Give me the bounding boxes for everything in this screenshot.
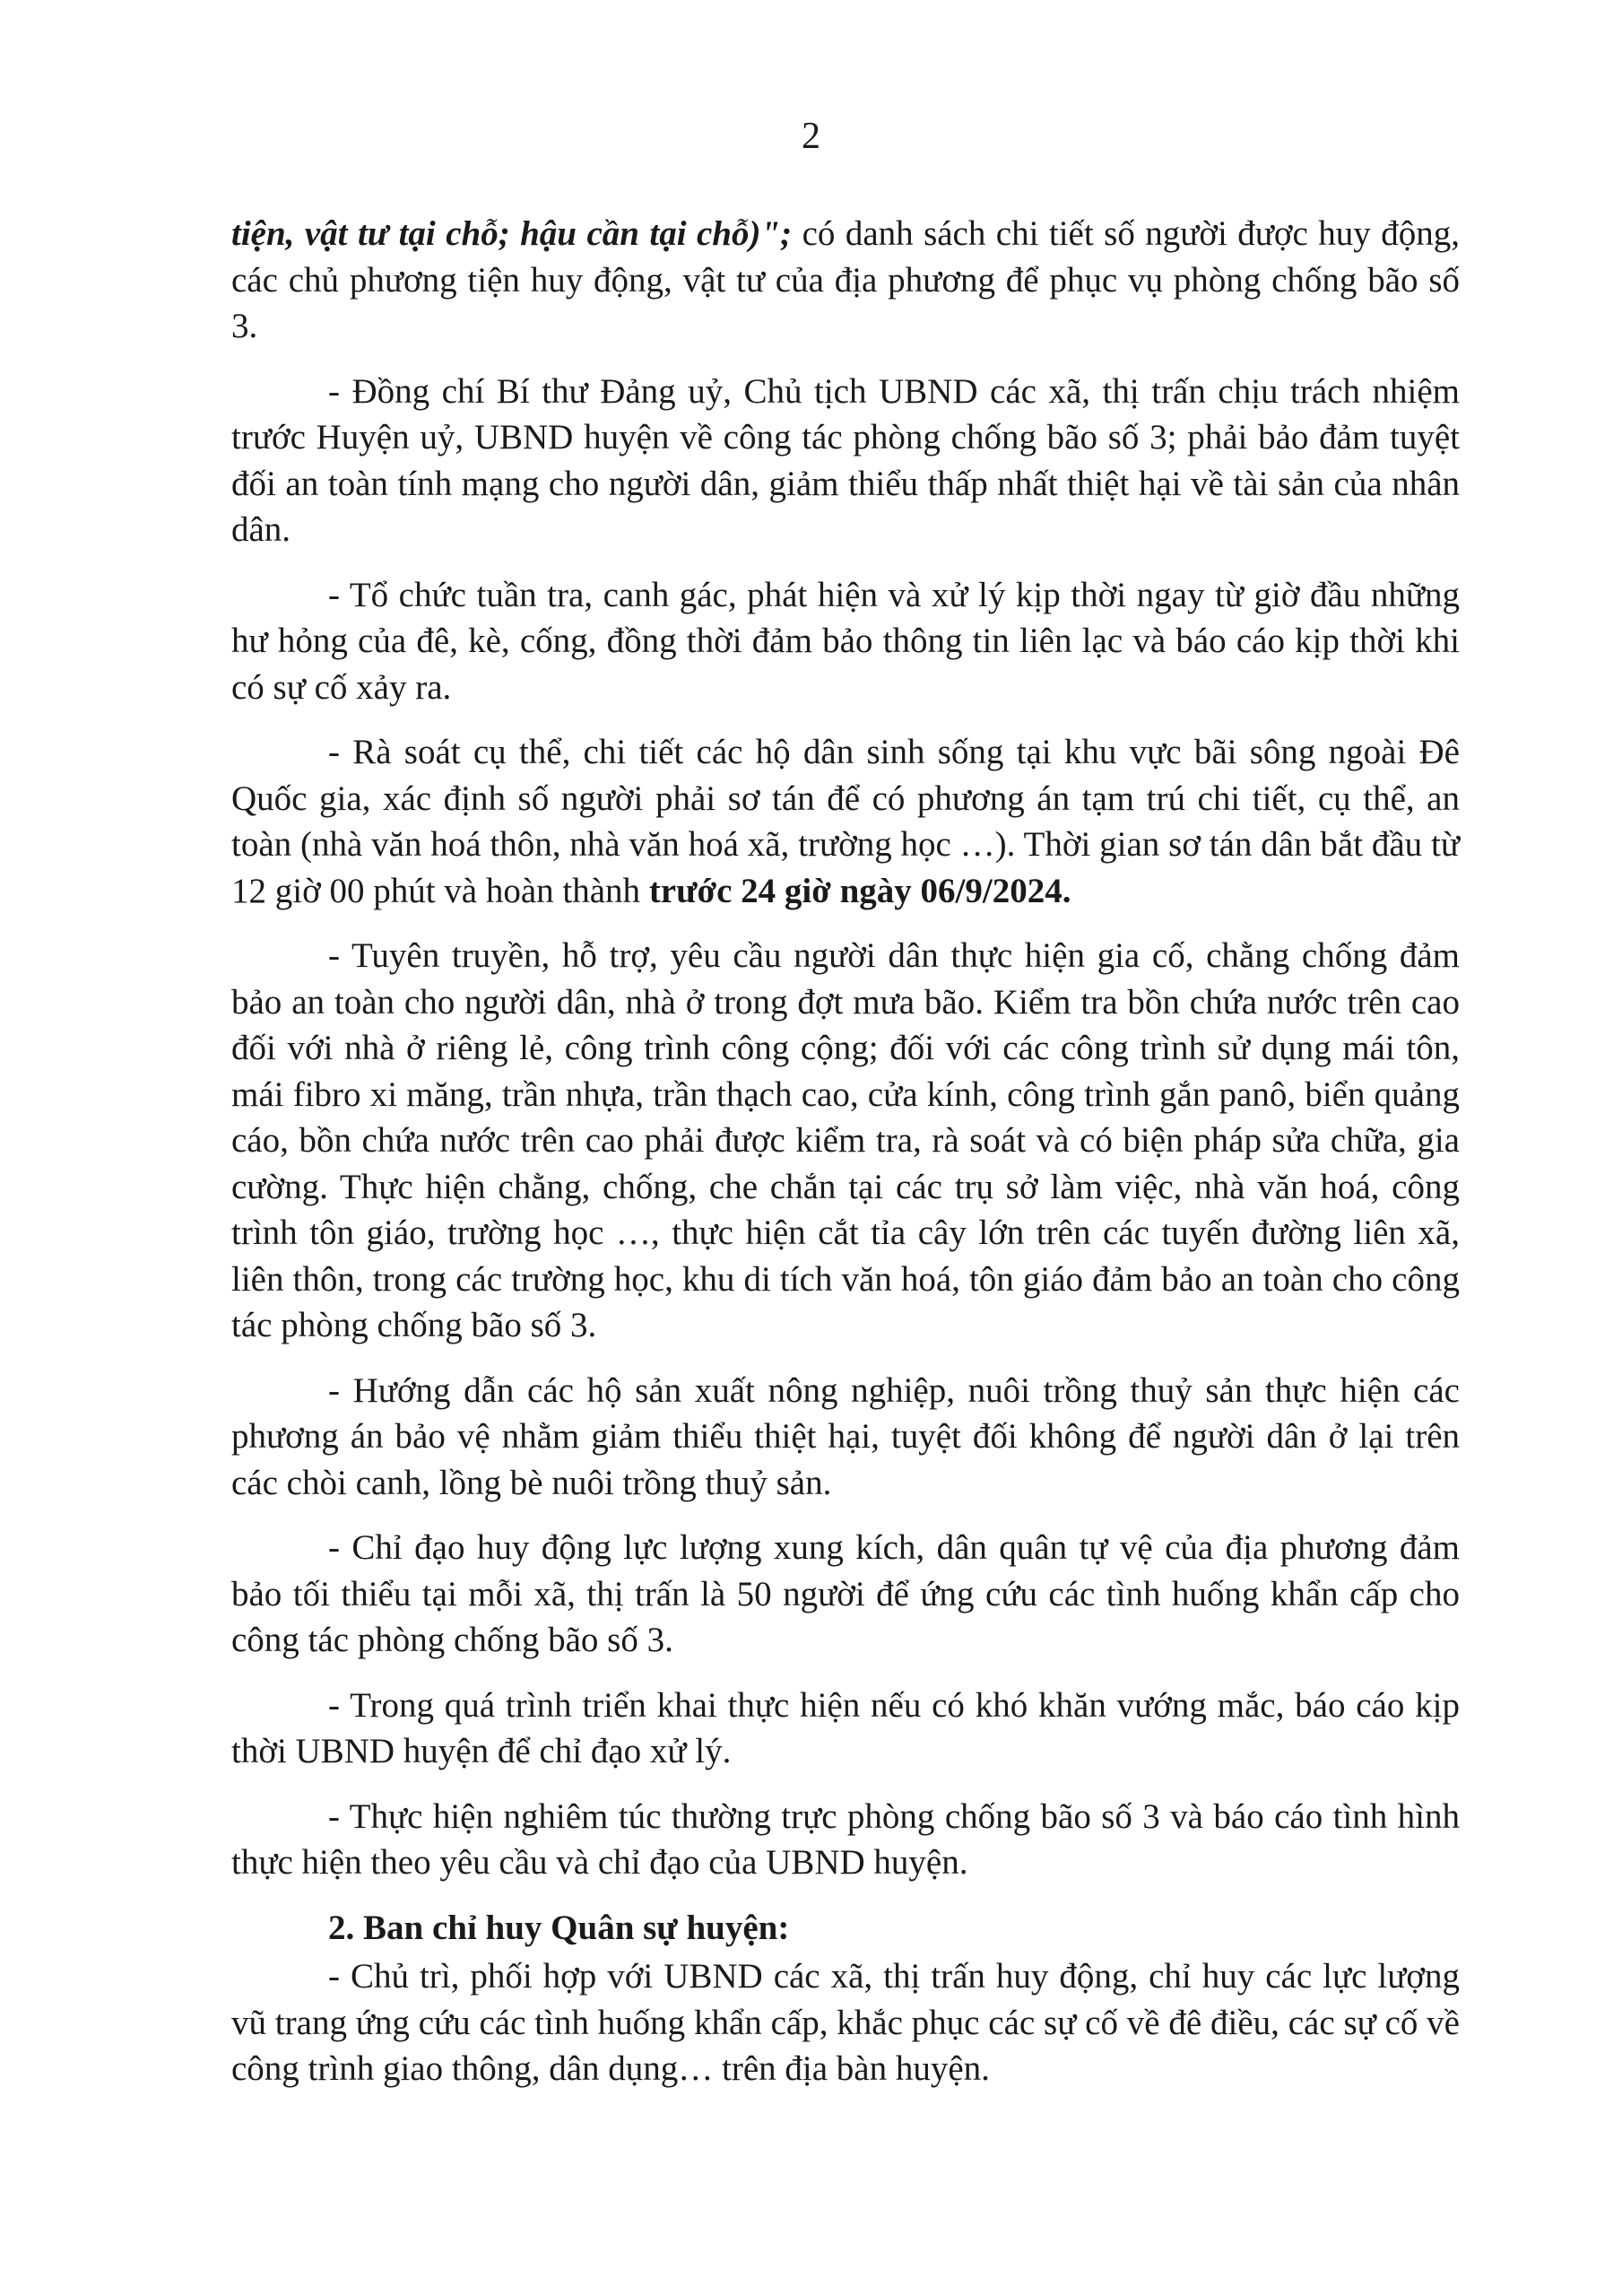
emphasis-text: tiện, vật tư tại chỗ; hậu cần tại chỗ)"; [231,214,793,253]
section-heading-military: 2. Ban chỉ huy Quân sự huyện: [328,1908,790,1947]
paragraph-patrol: - Tổ chức tuần tra, canh gác, phát hiện và xử lý kịp thời ngay từ giờ đầu những hư hỏng của đê, kè, cống, đồng thời đảm bảo thông tin liên lạc và báo cáo kịp thời khi có sự cố xảy ra. [231,575,1460,707]
paragraph-reinforcement: - Tuyên truyền, hỗ trợ, yêu cầu người dân thực hiện gia cố, chằng chống đảm bảo an toàn cho người dân, nhà ở trong đợt mưa bão. Kiểm tra bồn chứa nước trên cao đối với nhà ở riêng lẻ, công trình công cộng; đối với các công trình sử dụng mái tôn, mái fibro xi măng, trần nhựa, trần thạch cao, cửa kính, công trình gắn panô, biển quảng cáo, bồn chứa nước trên cao phải được kiểm tra, rà soát và có biện pháp sửa chữa, gia cường. Thực hiện chằng, chống, che chắn tại các trụ sở làm việc, nhà văn hoá, công trình tôn giáo, trường học …, thực hiện cắt tỉa cây lớn trên các tuyến đường liên xã, liên thôn, trong các trường học, khu di tích văn hoá, tôn giáo đảm bảo an toàn cho công tác phòng chống bão số 3. [231,936,1460,1344]
paragraph-standby: - Thực hiện nghiêm túc thường trực phòng chống bão số 3 và báo cáo tình hình thực hiện theo yêu cầu và chỉ đạo của UBND huyện. [231,1796,1460,1882]
paragraph-secretary-responsibility: - Đồng chí Bí thư Đảng uỷ, Chủ tịch UBND các xã, thị trấn chịu trách nhiệm trước Huyện uỷ, UBND huyện về công tác phòng chống bão số 3; phải bảo đảm tuyệt đối an toàn tính mạng cho người dân, giảm thiểu thấp nhất thiệt hại về tài sản của nhân dân. [231,371,1460,549]
paragraph-agriculture: - Hướng dẫn các hộ sản xuất nông nghiệp, nuôi trồng thuỷ sản thực hiện các phương án bảo vệ nhằm giảm thiểu thiệt hại, tuyệt đối không để người dân ở lại trên các chòi canh, lồng bè nuôi trồng thuỷ sản. [231,1370,1460,1502]
paragraph-text: có danh sách chi tiết số người được huy động, các chủ phương tiện huy động, vật tư của địa phương để phục vụ phòng chống bão số 3. [231,214,1460,345]
document-body [231,211,1460,2111]
paragraph-reporting: - Trong quá trình triển khai thực hiện nếu có khó khăn vướng mắc, báo cáo kịp thời UBND huyện để chỉ đạo xử lý. [231,1685,1460,1770]
paragraph-text: - Rà soát cụ thể, chi tiết các hộ dân sinh sống tại khu vực bãi sông ngoài Đê Quốc gia, xác định số người phải sơ tán để có phương án tạm trú chi tiết, cụ thể, an toàn (nhà văn hoá thôn, nhà văn hoá xã, trường học …). Thời gian sơ tán dân bắt đầu từ 12 giờ 00 phút và hoàn thành [231,733,1460,910]
paragraph-military-command: - Chủ trì, phối hợp với UBND các xã, thị trấn huy động, chỉ huy các lực lượng vũ trang ứng cứu các tình huống khẩn cấp, khắc phục các sự cố về đê điều, các sự cố về công trình giao thông, dân dụng… trên địa bàn huyện. [231,1957,1460,2088]
paragraph-continuation [231,211,1460,350]
page-number: 2 [802,116,820,157]
paragraph-evacuation [231,729,1460,914]
paragraph-militia: - Chỉ đạo huy động lực lượng xung kích, dân quân tự vệ của địa phương đảm bảo tối thiểu tại mỗi xã, thị trấn là 50 người để ứng cứu các tình huống khẩn cấp cho công tác phòng chống bão số 3. [231,1528,1460,1659]
deadline-text: trước 24 giờ ngày 06/9/2024. [648,871,1071,910]
